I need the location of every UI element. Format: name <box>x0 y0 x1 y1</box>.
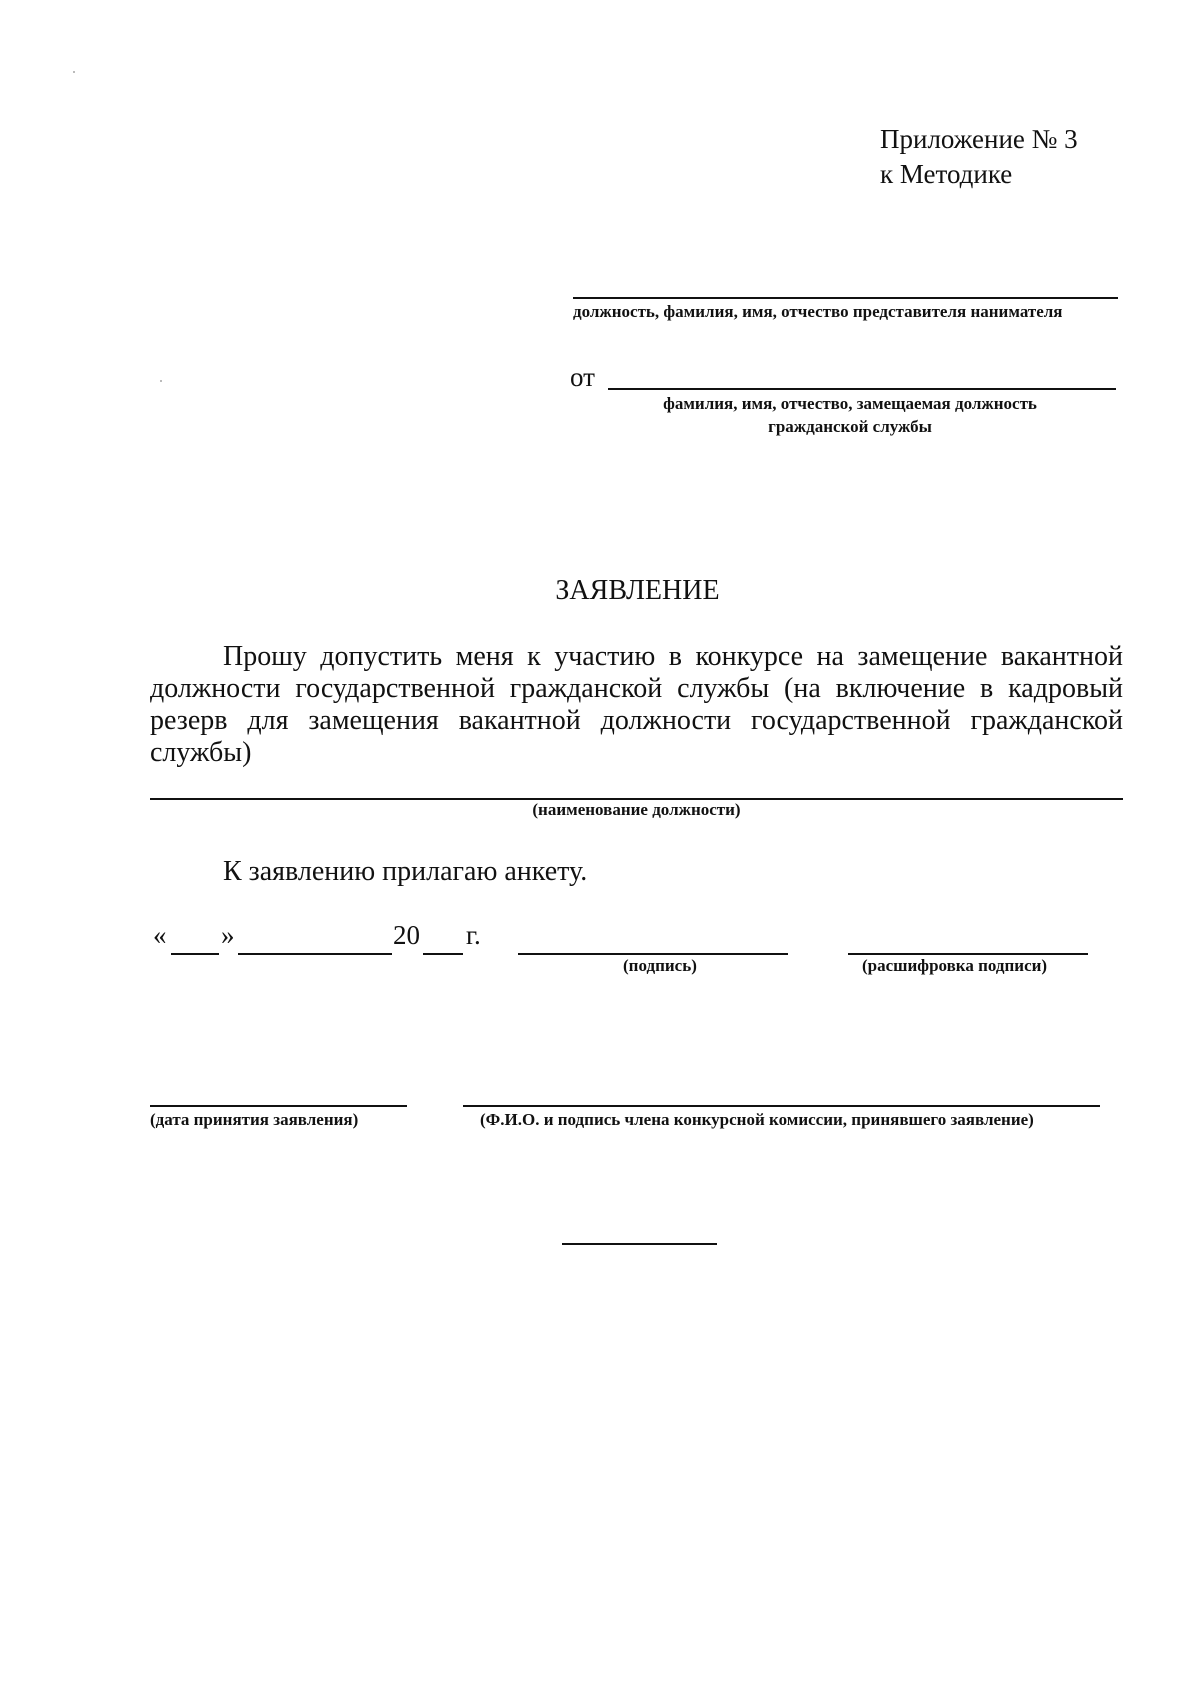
year-field-line[interactable] <box>423 953 463 955</box>
employer-field-line[interactable] <box>573 297 1118 299</box>
applicant-caption-line: гражданской службы <box>768 417 932 436</box>
position-caption: (наименование должности) <box>532 800 741 819</box>
scan-speck <box>160 380 162 382</box>
applicant-field-line[interactable] <box>608 388 1116 390</box>
signature-decoding-field-line[interactable] <box>848 953 1088 955</box>
date-accepted-caption: (дата принятия заявления) <box>150 1110 359 1129</box>
attachment-sentence: К заявлению прилагаю анкету. <box>223 856 588 887</box>
employer-caption: должность, фамилия, имя, отчество представителя нанимателя <box>573 302 1063 321</box>
signature-field-line[interactable] <box>518 953 788 955</box>
year-prefix: 20 <box>393 920 420 950</box>
scan-speck <box>73 71 75 73</box>
appendix-header <box>880 122 1078 192</box>
commission-member-field-line[interactable] <box>463 1105 1100 1107</box>
date-open-quote: « <box>153 920 167 950</box>
year-suffix: г. <box>466 920 481 950</box>
signature-caption: (подпись) <box>623 956 697 975</box>
closing-separator <box>562 1243 717 1245</box>
signature-decoding-caption: (расшифровка подписи) <box>862 956 1048 975</box>
document-title: ЗАЯВЛЕНИЕ <box>555 575 720 606</box>
applicant-caption <box>600 392 1100 438</box>
commission-member-caption: (Ф.И.О. и подпись члена конкурсной комиссии, принявшего заявление) <box>480 1110 1034 1129</box>
appendix-number: Приложение № 3 <box>880 124 1078 154</box>
appendix-reference: к Методике <box>880 159 1013 189</box>
request-paragraph: Прошу допустить меня к участию в конкурсе на замещение вакантной должности государственной гражданской службы (на включение в кадровый резерв для замещения вакантной должности государственной гражданской службы) <box>150 641 1123 768</box>
date-accepted-field-line[interactable] <box>150 1105 407 1107</box>
applicant-caption-line: фамилия, имя, отчество, замещаемая должность <box>663 394 1037 413</box>
month-field-line[interactable] <box>238 953 392 955</box>
day-field-line[interactable] <box>171 953 219 955</box>
from-label: от <box>570 362 595 392</box>
date-close-quote: » <box>221 920 235 950</box>
